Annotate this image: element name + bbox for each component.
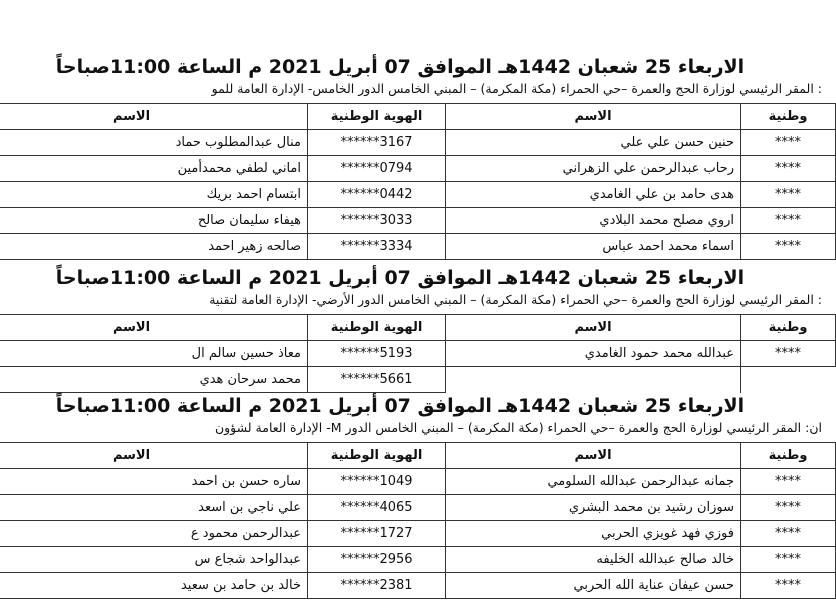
- national-id: ****: [741, 573, 836, 599]
- national-id: ******3167: [308, 130, 446, 156]
- national-id: ****: [741, 208, 836, 234]
- national-id: ****: [741, 130, 836, 156]
- national-id: ******0442: [308, 182, 446, 208]
- person-name: صالحه زهير احمد: [0, 234, 308, 260]
- national-id: ******3334: [308, 234, 446, 260]
- person-name: خالد صالح عبدالله الخليفه: [446, 547, 741, 573]
- table-header-row: [0, 443, 836, 469]
- section-1-table: [0, 103, 836, 260]
- header-name: الاسم: [0, 104, 308, 130]
- header-id: الهوية الوطنية: [308, 104, 446, 130]
- person-name: سوزان رشيد بن محمد البشري: [446, 495, 741, 521]
- table-header-row: [0, 104, 836, 130]
- person-name: ابتسام احمد بريك: [0, 182, 308, 208]
- table-row: [0, 547, 836, 573]
- national-id: ******5661: [308, 367, 446, 393]
- section-2-location: [0, 291, 822, 309]
- section-1-title: الاربعاء 25 شعبان 1442هـ الموافق 07 أبريل 2021 م الساعة 11:00صباحاً: [55, 56, 745, 78]
- national-id: ******5193: [308, 341, 446, 367]
- table-row: [0, 208, 836, 234]
- section-1-location-text: : المقر الرئيسي لوزارة الحج والعمرة –حي الحمراء (مكة المكرمة) – المبني الخامس الدور الخامس- الإدارة العامة للمو: [211, 81, 822, 96]
- national-id: ******2381: [308, 573, 446, 599]
- table-row: [0, 234, 836, 260]
- national-id: ******3033: [308, 208, 446, 234]
- empty-cell: [446, 367, 741, 393]
- table-row: [0, 573, 836, 599]
- table-row: [0, 156, 836, 182]
- national-id: ****: [741, 469, 836, 495]
- person-name: عبدالرحمن محمود ع: [0, 521, 308, 547]
- person-name: عبدالله محمد حمود الغامدي: [446, 341, 741, 367]
- section-1-location: [0, 80, 822, 98]
- section-2-title: الاربعاء 25 شعبان 1442هـ الموافق 07 أبريل 2021 م الساعة 11:00صباحاً: [55, 267, 745, 289]
- person-name: هيفاء سليمان صالح: [0, 208, 308, 234]
- header-id: وطنية: [741, 315, 836, 341]
- person-name: رحاب عبدالرحمن علي الزهراني: [446, 156, 741, 182]
- person-name: محمد سرحان هدي: [0, 367, 308, 393]
- national-id: ****: [741, 341, 836, 367]
- table-row: [0, 367, 836, 393]
- table-row: [0, 130, 836, 156]
- section-3-location-text: ان: المقر الرئيسي لوزارة الحج والعمرة –حي الحمراء (مكة المكرمة) – المبني الخامس الدور M- الإدارة العامة لشؤون: [214, 420, 822, 435]
- national-id: ****: [741, 234, 836, 260]
- table-row: [0, 341, 836, 367]
- section-3-location: [0, 419, 822, 437]
- header-id: الهوية الوطنية: [308, 443, 446, 469]
- table-row: [0, 469, 836, 495]
- header-name: الاسم: [446, 443, 741, 469]
- national-id: ****: [741, 521, 836, 547]
- header-id: وطنية: [741, 443, 836, 469]
- person-name: منال عبدالمطلوب حماد: [0, 130, 308, 156]
- header-id: الهوية الوطنية: [308, 315, 446, 341]
- table-row: [0, 521, 836, 547]
- person-name: جمانه عبدالرحمن عبدالله السلومي: [446, 469, 741, 495]
- table-row: [0, 182, 836, 208]
- person-name: خالد بن حامد بن سعيد: [0, 573, 308, 599]
- section-2-location-text: : المقر الرئيسي لوزارة الحج والعمرة –حي الحمراء (مكة المكرمة) – المبني الخامس الدور الأرضي- الإدارة العامة لتقنية: [209, 292, 822, 307]
- person-name: علي ناجي بن اسعد: [0, 495, 308, 521]
- national-id: ******4065: [308, 495, 446, 521]
- header-name: الاسم: [0, 443, 308, 469]
- national-id: ******1727: [308, 521, 446, 547]
- header-name: الاسم: [0, 315, 308, 341]
- person-name: حنين حسن علي علي: [446, 130, 741, 156]
- header-name: الاسم: [446, 315, 741, 341]
- table-header-row: [0, 315, 836, 341]
- national-id: ******2956: [308, 547, 446, 573]
- person-name: اماني لطفي محمدأمين: [0, 156, 308, 182]
- national-id: ****: [741, 182, 836, 208]
- person-name: معاذ حسين سالم ال: [0, 341, 308, 367]
- header-id: وطنية: [741, 104, 836, 130]
- person-name: هدى حامد بن علي الغامدي: [446, 182, 741, 208]
- national-id: ******0794: [308, 156, 446, 182]
- national-id: ******1049: [308, 469, 446, 495]
- person-name: فوزي فهد غويزي الحربي: [446, 521, 741, 547]
- table-row: [0, 495, 836, 521]
- person-name: حسن عيفان عناية الله الحربي: [446, 573, 741, 599]
- person-name: عبدالواحد شجاع س: [0, 547, 308, 573]
- person-name: اسماء محمد احمد عباس: [446, 234, 741, 260]
- section-3-table: [0, 442, 836, 599]
- header-name: الاسم: [446, 104, 741, 130]
- national-id: ****: [741, 547, 836, 573]
- person-name: ساره حسن بن احمد: [0, 469, 308, 495]
- national-id: ****: [741, 495, 836, 521]
- empty-cell: [741, 367, 836, 393]
- section-3-title: الاربعاء 25 شعبان 1442هـ الموافق 07 أبريل 2021 م الساعة 11:00صباحاً: [55, 395, 745, 417]
- national-id: ****: [741, 156, 836, 182]
- person-name: اروي مصلح محمد البلادي: [446, 208, 741, 234]
- section-2-table: [0, 314, 836, 393]
